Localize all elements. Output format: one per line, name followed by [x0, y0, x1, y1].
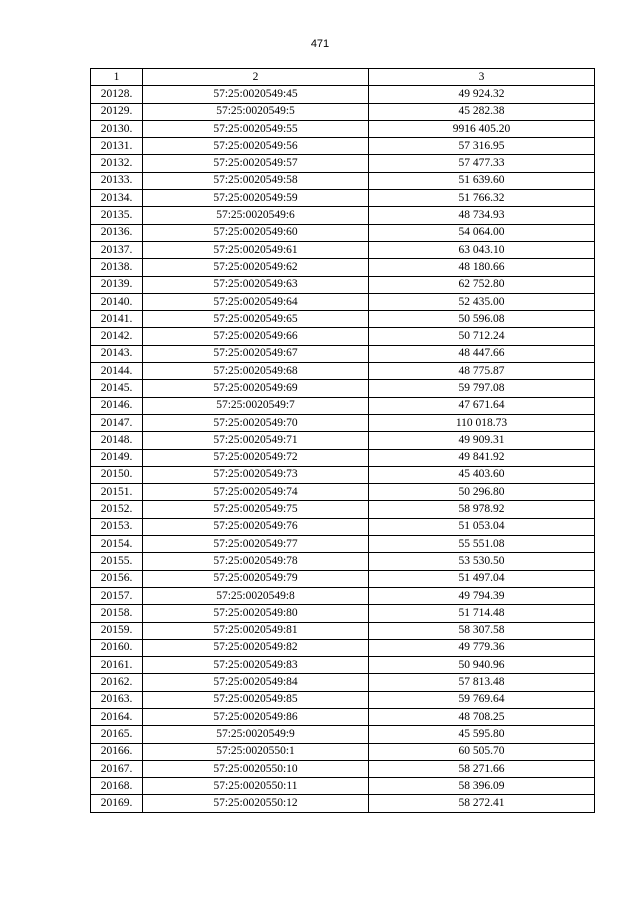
data-table: [90, 68, 595, 813]
row-number-cell: 20144.: [91, 363, 143, 380]
value-cell: 58 978.92: [369, 501, 595, 518]
table-row: [91, 293, 595, 310]
cadastral-number-cell: 57:25:0020549:75: [143, 501, 369, 518]
table-row: [91, 726, 595, 743]
row-number-cell: 20159.: [91, 622, 143, 639]
value-cell: 51 497.04: [369, 570, 595, 587]
value-cell: 48 180.66: [369, 259, 595, 276]
table-row: [91, 691, 595, 708]
value-cell: 58 307.58: [369, 622, 595, 639]
row-number-cell: 20135.: [91, 207, 143, 224]
cadastral-number-cell: 57:25:0020549:63: [143, 276, 369, 293]
value-cell: 45 403.60: [369, 466, 595, 483]
cadastral-number-cell: 57:25:0020549:67: [143, 345, 369, 362]
value-cell: 57 813.48: [369, 674, 595, 691]
table-row: [91, 259, 595, 276]
table-row: [91, 432, 595, 449]
cadastral-number-cell: 57:25:0020549:85: [143, 691, 369, 708]
table-row: [91, 328, 595, 345]
table-row: [91, 743, 595, 760]
cadastral-number-cell: 57:25:0020549:6: [143, 207, 369, 224]
value-cell: 45 595.80: [369, 726, 595, 743]
row-number-cell: 20129.: [91, 103, 143, 120]
table-body: [91, 86, 595, 812]
cadastral-number-cell: 57:25:0020549:78: [143, 553, 369, 570]
table-row: [91, 190, 595, 207]
table-row: [91, 518, 595, 535]
value-cell: 47 671.64: [369, 397, 595, 414]
table-row: [91, 86, 595, 103]
value-cell: 57 477.33: [369, 155, 595, 172]
table-row: [91, 103, 595, 120]
cadastral-number-cell: 57:25:0020549:70: [143, 414, 369, 431]
value-cell: 50 940.96: [369, 657, 595, 674]
value-cell: 9916 405.20: [369, 120, 595, 137]
cadastral-number-cell: 57:25:0020550:11: [143, 778, 369, 795]
row-number-cell: 20160.: [91, 639, 143, 656]
cadastral-number-cell: 57:25:0020549:81: [143, 622, 369, 639]
row-number-cell: 20128.: [91, 86, 143, 103]
table-row: [91, 778, 595, 795]
row-number-cell: 20164.: [91, 708, 143, 725]
cadastral-number-cell: 57:25:0020549:86: [143, 708, 369, 725]
value-cell: 63 043.10: [369, 241, 595, 258]
row-number-cell: 20130.: [91, 120, 143, 137]
cadastral-number-cell: 57:25:0020549:8: [143, 587, 369, 604]
table-row: [91, 795, 595, 812]
table-row: [91, 760, 595, 777]
cadastral-number-cell: 57:25:0020549:68: [143, 363, 369, 380]
row-number-cell: 20147.: [91, 414, 143, 431]
value-cell: 49 794.39: [369, 587, 595, 604]
cadastral-number-cell: 57:25:0020549:64: [143, 293, 369, 310]
table-row: [91, 207, 595, 224]
cadastral-number-cell: 57:25:0020550:12: [143, 795, 369, 812]
row-number-cell: 20136.: [91, 224, 143, 241]
table-row: [91, 380, 595, 397]
row-number-cell: 20162.: [91, 674, 143, 691]
cadastral-number-cell: 57:25:0020549:84: [143, 674, 369, 691]
table-row: [91, 120, 595, 137]
table-row: [91, 138, 595, 155]
table-row: [91, 708, 595, 725]
cadastral-number-cell: 57:25:0020549:45: [143, 86, 369, 103]
cadastral-number-cell: 57:25:0020549:57: [143, 155, 369, 172]
row-number-cell: 20163.: [91, 691, 143, 708]
value-cell: 48 775.87: [369, 363, 595, 380]
cadastral-number-cell: 57:25:0020549:61: [143, 241, 369, 258]
value-cell: 60 505.70: [369, 743, 595, 760]
row-number-cell: 20166.: [91, 743, 143, 760]
row-number-cell: 20156.: [91, 570, 143, 587]
row-number-cell: 20145.: [91, 380, 143, 397]
cadastral-number-cell: 57:25:0020549:71: [143, 432, 369, 449]
cadastral-number-cell: 57:25:0020549:5: [143, 103, 369, 120]
table-row: [91, 674, 595, 691]
table-row: [91, 224, 595, 241]
page-number: 471: [310, 38, 330, 50]
table-row: [91, 311, 595, 328]
row-number-cell: 20169.: [91, 795, 143, 812]
row-number-cell: 20168.: [91, 778, 143, 795]
value-cell: 51 639.60: [369, 172, 595, 189]
row-number-cell: 20132.: [91, 155, 143, 172]
value-cell: 45 282.38: [369, 103, 595, 120]
row-number-cell: 20140.: [91, 293, 143, 310]
value-cell: 53 530.50: [369, 553, 595, 570]
row-number-cell: 20131.: [91, 138, 143, 155]
table-row: [91, 397, 595, 414]
value-cell: 48 447.66: [369, 345, 595, 362]
row-number-cell: 20149.: [91, 449, 143, 466]
value-cell: 59 769.64: [369, 691, 595, 708]
cadastral-number-cell: 57:25:0020549:59: [143, 190, 369, 207]
row-number-cell: 20133.: [91, 172, 143, 189]
value-cell: 50 296.80: [369, 484, 595, 501]
column-header: 3: [369, 69, 595, 86]
table-row: [91, 466, 595, 483]
table-row: [91, 449, 595, 466]
row-number-cell: 20137.: [91, 241, 143, 258]
cadastral-number-cell: 57:25:0020549:55: [143, 120, 369, 137]
table-row: [91, 622, 595, 639]
value-cell: 58 396.09: [369, 778, 595, 795]
value-cell: 54 064.00: [369, 224, 595, 241]
value-cell: 48 708.25: [369, 708, 595, 725]
value-cell: 50 712.24: [369, 328, 595, 345]
row-number-cell: 20138.: [91, 259, 143, 276]
table-row: [91, 414, 595, 431]
table-row: [91, 605, 595, 622]
table-row: [91, 172, 595, 189]
cadastral-number-cell: 57:25:0020549:82: [143, 639, 369, 656]
cadastral-number-cell: 57:25:0020549:79: [143, 570, 369, 587]
cadastral-number-cell: 57:25:0020549:60: [143, 224, 369, 241]
value-cell: 50 596.08: [369, 311, 595, 328]
row-number-cell: 20150.: [91, 466, 143, 483]
value-cell: 49 924.32: [369, 86, 595, 103]
row-number-cell: 20154.: [91, 536, 143, 553]
row-number-cell: 20153.: [91, 518, 143, 535]
cadastral-number-cell: 57:25:0020549:9: [143, 726, 369, 743]
value-cell: 58 271.66: [369, 760, 595, 777]
row-number-cell: 20143.: [91, 345, 143, 362]
column-header: 1: [91, 69, 143, 86]
table-row: [91, 536, 595, 553]
cadastral-number-cell: 57:25:0020549:73: [143, 466, 369, 483]
table-row: [91, 657, 595, 674]
value-cell: 49 909.31: [369, 432, 595, 449]
row-number-cell: 20134.: [91, 190, 143, 207]
cadastral-number-cell: 57:25:0020550:10: [143, 760, 369, 777]
cadastral-number-cell: 57:25:0020549:7: [143, 397, 369, 414]
table-row: [91, 484, 595, 501]
row-number-cell: 20155.: [91, 553, 143, 570]
cadastral-number-cell: 57:25:0020549:77: [143, 536, 369, 553]
cadastral-number-cell: 57:25:0020549:65: [143, 311, 369, 328]
value-cell: 62 752.80: [369, 276, 595, 293]
value-cell: 49 779.36: [369, 639, 595, 656]
row-number-cell: 20146.: [91, 397, 143, 414]
table-header-row: [91, 69, 595, 86]
value-cell: 51 714.48: [369, 605, 595, 622]
cadastral-number-cell: 57:25:0020549:69: [143, 380, 369, 397]
cadastral-number-cell: 57:25:0020549:76: [143, 518, 369, 535]
value-cell: 59 797.08: [369, 380, 595, 397]
value-cell: 51 766.32: [369, 190, 595, 207]
value-cell: 110 018.73: [369, 414, 595, 431]
table-row: [91, 363, 595, 380]
value-cell: 52 435.00: [369, 293, 595, 310]
row-number-cell: 20151.: [91, 484, 143, 501]
table-row: [91, 345, 595, 362]
value-cell: 57 316.95: [369, 138, 595, 155]
table-row: [91, 155, 595, 172]
row-number-cell: 20148.: [91, 432, 143, 449]
table-row: [91, 553, 595, 570]
cadastral-number-cell: 57:25:0020549:66: [143, 328, 369, 345]
row-number-cell: 20157.: [91, 587, 143, 604]
table-row: [91, 241, 595, 258]
row-number-cell: 20139.: [91, 276, 143, 293]
cadastral-number-cell: 57:25:0020549:58: [143, 172, 369, 189]
row-number-cell: 20167.: [91, 760, 143, 777]
value-cell: 55 551.08: [369, 536, 595, 553]
row-number-cell: 20142.: [91, 328, 143, 345]
cadastral-number-cell: 57:25:0020549:83: [143, 657, 369, 674]
table-row: [91, 501, 595, 518]
cadastral-number-cell: 57:25:0020549:80: [143, 605, 369, 622]
row-number-cell: 20141.: [91, 311, 143, 328]
cadastral-number-cell: 57:25:0020549:72: [143, 449, 369, 466]
row-number-cell: 20152.: [91, 501, 143, 518]
table-row: [91, 639, 595, 656]
table-row: [91, 276, 595, 293]
cadastral-number-cell: 57:25:0020549:74: [143, 484, 369, 501]
cadastral-number-cell: 57:25:0020550:1: [143, 743, 369, 760]
cadastral-number-cell: 57:25:0020549:56: [143, 138, 369, 155]
row-number-cell: 20165.: [91, 726, 143, 743]
value-cell: 58 272.41: [369, 795, 595, 812]
column-header: 2: [143, 69, 369, 86]
table-row: [91, 587, 595, 604]
row-number-cell: 20158.: [91, 605, 143, 622]
value-cell: 49 841.92: [369, 449, 595, 466]
value-cell: 51 053.04: [369, 518, 595, 535]
value-cell: 48 734.93: [369, 207, 595, 224]
cadastral-number-cell: 57:25:0020549:62: [143, 259, 369, 276]
row-number-cell: 20161.: [91, 657, 143, 674]
table-row: [91, 570, 595, 587]
